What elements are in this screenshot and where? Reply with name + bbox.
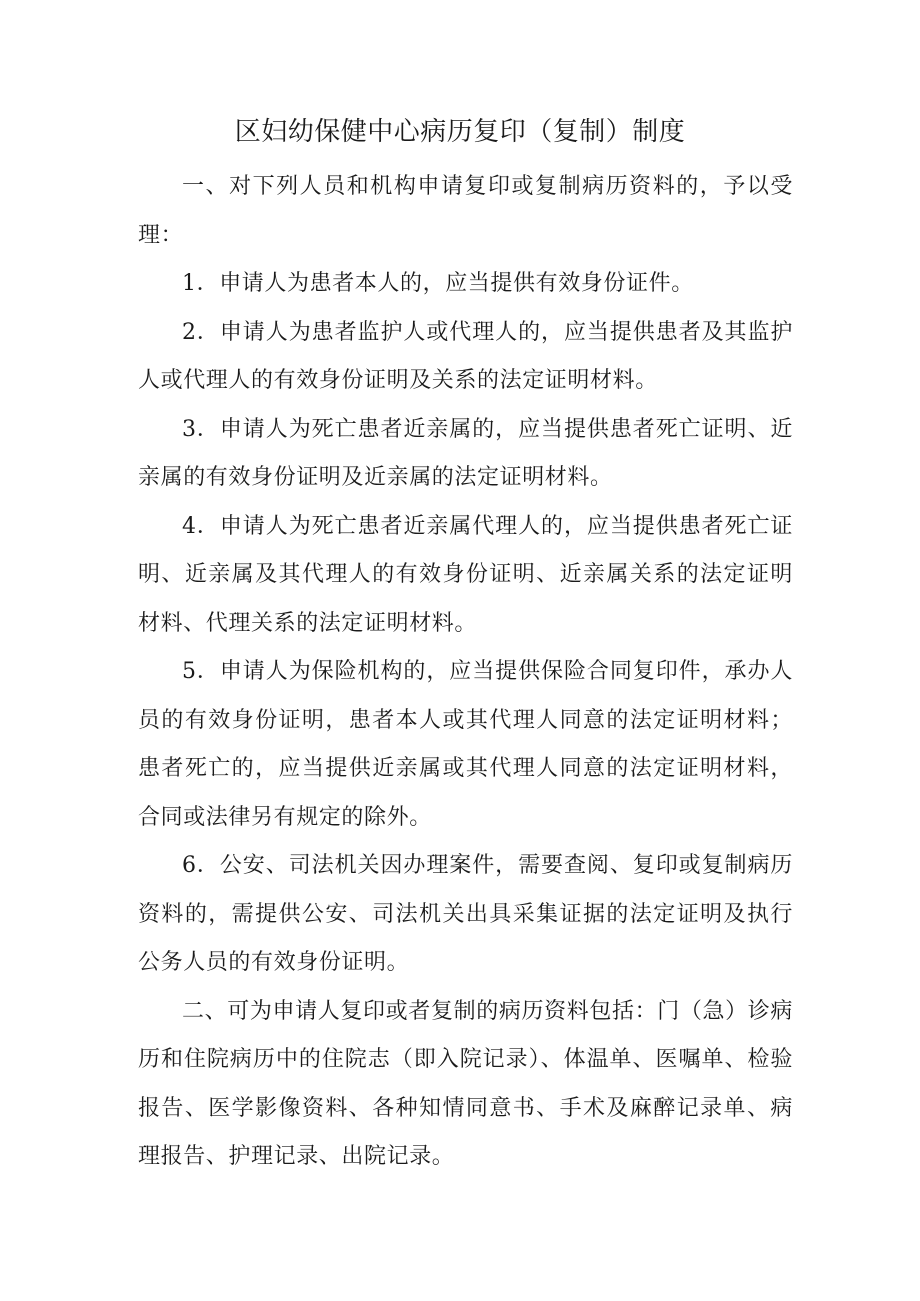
paragraph-item-6: 6．公安、司法机关因办理案件，需要查阅、复印或复制病历资料的，需提供公安、司法机关出具采集证据的法定证明及执行公务人员的有效身份证明。 <box>138 853 793 975</box>
document-body <box>138 163 793 1182</box>
document-title: 区妇幼保健中心病历复印（复制）制度 <box>234 117 686 147</box>
paragraph-item-5: 5．申请人为保险机构的，应当提供保险合同复印件，承办人员的有效身份证明，患者本人或其代理人同意的法定证明材料；患者死亡的，应当提供近亲属或其代理人同意的法定证明材料，合同或法律另有规定的除外。 <box>138 659 793 830</box>
paragraph-item-4: 4．申请人为死亡患者近亲属代理人的，应当提供患者死亡证明、近亲属及其代理人的有效身份证明、近亲属关系的法定证明材料、代理关系的法定证明材料。 <box>138 513 793 636</box>
paragraph-item-2: 2．申请人为患者监护人或代理人的，应当提供患者及其监护人或代理人的有效身份证明及关系的法定证明材料。 <box>138 319 793 393</box>
paragraph-section-one: 一、对下列人员和机构申请复印或复制病历资料的，予以受理： <box>138 174 793 248</box>
paragraph-item-1: 1．申请人为患者本人的，应当提供有效身份证件。 <box>182 271 694 296</box>
paragraph-item-3: 3．申请人为死亡患者近亲属的，应当提供患者死亡证明、近亲属的有效身份证明及近亲属的法定证明材料。 <box>138 416 793 490</box>
paragraph-section-two: 二、可为申请人复印或者复制的病历资料包括：门（急）诊病历和住院病历中的住院志（即入院记录）、体温单、医嘱单、检验报告、医学影像资料、各种知情同意书、手术及麻醉记录单、病理报告、护理记录、出院记录。 <box>138 998 793 1169</box>
